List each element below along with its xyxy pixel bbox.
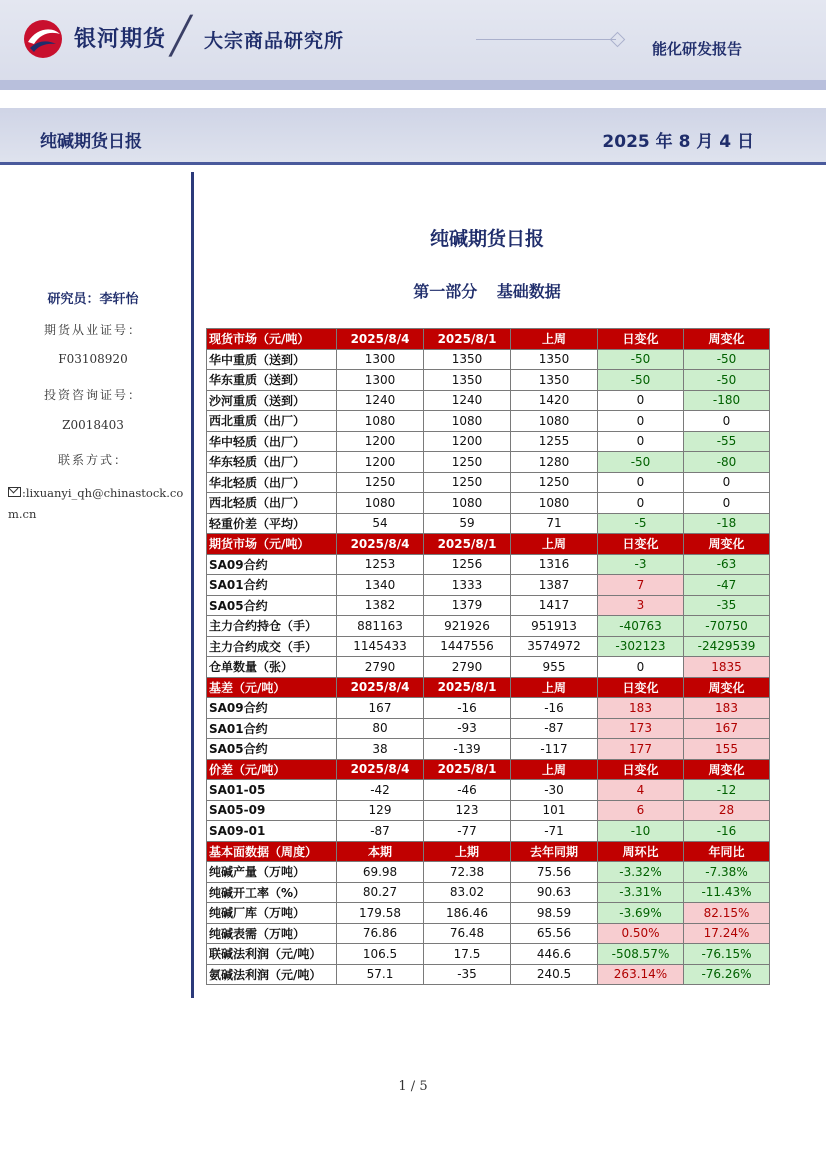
cell-value-1: 1253	[337, 554, 424, 575]
cell-change-1: 183	[598, 698, 684, 719]
cell-change-2: -35	[684, 595, 770, 616]
header-cell-change-2: 年同比	[684, 841, 770, 862]
consult-cert-label: 投资咨询证号：	[43, 388, 142, 402]
cell-value-2: 2790	[424, 657, 511, 678]
sidebar-divider	[191, 172, 194, 998]
cell-value-1: 1145433	[337, 636, 424, 657]
cell-value-3: 1350	[511, 349, 598, 370]
cell-label: 华北轻质（出厂）	[207, 472, 337, 493]
cell-value-1: 1300	[337, 370, 424, 391]
cell-value-3: 951913	[511, 616, 598, 637]
cell-value-2: 1200	[424, 431, 511, 452]
cell-value-1: 1382	[337, 595, 424, 616]
cell-value-2: 1250	[424, 472, 511, 493]
header-cell-value-1: 2025/8/4	[337, 759, 424, 780]
cell-change-2: -70750	[684, 616, 770, 637]
header-cell-value-3: 上周	[511, 534, 598, 555]
cell-value-1: 129	[337, 800, 424, 821]
company-name: 银河期货	[74, 27, 167, 52]
cell-value-3: 1387	[511, 575, 598, 596]
cell-label: SA01-05	[207, 780, 337, 801]
section-header-row	[207, 841, 770, 862]
cell-label: 轻重价差（平均）	[207, 513, 337, 534]
table-row	[207, 575, 770, 596]
cell-label: 联碱法利润（元/吨）	[207, 944, 337, 965]
department-label: 能化研发报告	[652, 40, 743, 58]
header-cell-value-1: 2025/8/4	[337, 329, 424, 350]
cell-value-1: 1300	[337, 349, 424, 370]
cell-label: SA09-01	[207, 821, 337, 842]
cell-label: 主力合约成交（手）	[207, 636, 337, 657]
cell-change-1: -50	[598, 349, 684, 370]
cell-change-1: 6	[598, 800, 684, 821]
cell-value-2: 1250	[424, 452, 511, 473]
cell-change-2: -7.38%	[684, 862, 770, 883]
cell-label: 华中轻质（出厂）	[207, 431, 337, 452]
cell-change-1: -3.32%	[598, 862, 684, 883]
cell-change-1: 0.50%	[598, 923, 684, 944]
cell-value-1: 1080	[337, 493, 424, 514]
cell-value-2: -139	[424, 739, 511, 760]
cell-value-2: 1256	[424, 554, 511, 575]
cell-label: SA01合约	[207, 575, 337, 596]
futures-cert-label: 期货从业证号：	[43, 323, 142, 337]
cell-value-2: -77	[424, 821, 511, 842]
cell-change-2: -50	[684, 349, 770, 370]
cell-value-2: -16	[424, 698, 511, 719]
cell-label: SA09合约	[207, 698, 337, 719]
report-name: 纯碱期货日报	[40, 132, 142, 152]
header-cell-label: 期货市场（元/吨）	[207, 534, 337, 555]
cell-value-3: 101	[511, 800, 598, 821]
cell-change-2: -80	[684, 452, 770, 473]
cell-value-1: -42	[337, 780, 424, 801]
cell-change-2: -2429539	[684, 636, 770, 657]
cell-value-2: -93	[424, 718, 511, 739]
cell-value-3: 1420	[511, 390, 598, 411]
table-row	[207, 903, 770, 924]
cell-change-1: 0	[598, 431, 684, 452]
cell-label: 华中重质（送到）	[207, 349, 337, 370]
cell-label: 华东轻质（出厂）	[207, 452, 337, 473]
table-row	[207, 780, 770, 801]
cell-value-1: 1080	[337, 411, 424, 432]
header-cell-value-1: 2025/8/4	[337, 677, 424, 698]
table-row	[207, 718, 770, 739]
cell-change-1: -40763	[598, 616, 684, 637]
cell-change-1: 177	[598, 739, 684, 760]
cell-value-3: 65.56	[511, 923, 598, 944]
cell-change-2: 0	[684, 472, 770, 493]
table-row	[207, 944, 770, 965]
header-cell-label: 现货市场（元/吨）	[207, 329, 337, 350]
decorative-line	[476, 39, 616, 40]
cell-value-1: 80.27	[337, 882, 424, 903]
cell-value-2: 1447556	[424, 636, 511, 657]
cell-value-3: -71	[511, 821, 598, 842]
table-row	[207, 657, 770, 678]
cell-value-3: -117	[511, 739, 598, 760]
cell-value-3: 71	[511, 513, 598, 534]
header-cell-change-2: 周变化	[684, 329, 770, 350]
cell-change-1: -50	[598, 370, 684, 391]
cell-change-2: 82.15%	[684, 903, 770, 924]
cell-value-2: 1379	[424, 595, 511, 616]
cell-change-1: 0	[598, 411, 684, 432]
cell-label: 纯碱厂库（万吨）	[207, 903, 337, 924]
cell-label: SA05合约	[207, 739, 337, 760]
contact-label: 联系方式：	[57, 453, 128, 467]
header-cell-change-1: 日变化	[598, 677, 684, 698]
cell-change-1: -3.31%	[598, 882, 684, 903]
cell-value-3: 1255	[511, 431, 598, 452]
cell-label: SA09合约	[207, 554, 337, 575]
cell-value-3: 3574972	[511, 636, 598, 657]
cell-label: 主力合约持仓（手）	[207, 616, 337, 637]
header-cell-value-3: 去年同期	[511, 841, 598, 862]
cell-change-2: -16	[684, 821, 770, 842]
cell-value-2: 1080	[424, 493, 511, 514]
cell-change-2: -18	[684, 513, 770, 534]
section-header-row	[207, 677, 770, 698]
consult-cert-value: Z0018403	[62, 418, 124, 432]
table-row	[207, 964, 770, 985]
cell-change-1: -3.69%	[598, 903, 684, 924]
cell-value-2: 72.38	[424, 862, 511, 883]
table-row	[207, 452, 770, 473]
cell-value-2: 59	[424, 513, 511, 534]
cell-label: 沙河重质（送到）	[207, 390, 337, 411]
cell-change-2: 28	[684, 800, 770, 821]
cell-value-2: 1333	[424, 575, 511, 596]
cell-change-1: -5	[598, 513, 684, 534]
cell-value-2: -46	[424, 780, 511, 801]
cell-change-1: -3	[598, 554, 684, 575]
cell-change-2: 155	[684, 739, 770, 760]
header-cell-change-2: 周变化	[684, 759, 770, 780]
cell-value-1: 167	[337, 698, 424, 719]
report-date: 2025 年 8 月 4 日	[602, 132, 754, 152]
section-header-row	[207, 759, 770, 780]
cell-label: 仓单数量（张）	[207, 657, 337, 678]
cell-change-1: -302123	[598, 636, 684, 657]
table-row	[207, 862, 770, 883]
cell-value-1: -87	[337, 821, 424, 842]
cell-change-2: 1835	[684, 657, 770, 678]
header-cell-change-2: 周变化	[684, 534, 770, 555]
cell-change-1: -508.57%	[598, 944, 684, 965]
table-row	[207, 923, 770, 944]
header-cell-change-2: 周变化	[684, 677, 770, 698]
cell-value-1: 54	[337, 513, 424, 534]
cell-value-1: 106.5	[337, 944, 424, 965]
table-row	[207, 821, 770, 842]
cell-change-1: 0	[598, 472, 684, 493]
cell-change-1: 7	[598, 575, 684, 596]
header-cell-change-1: 日变化	[598, 759, 684, 780]
cell-label: 西北重质（出厂）	[207, 411, 337, 432]
header-cell-change-1: 日变化	[598, 534, 684, 555]
header-stripe	[0, 80, 826, 90]
cell-change-2: 167	[684, 718, 770, 739]
cell-label: 氨碱法利润（元/吨）	[207, 964, 337, 985]
table-row	[207, 800, 770, 821]
cell-value-2: 921926	[424, 616, 511, 637]
header-cell-label: 基本面数据（周度）	[207, 841, 337, 862]
mail-icon	[8, 487, 21, 497]
cell-value-2: 123	[424, 800, 511, 821]
cell-value-3: 1080	[511, 493, 598, 514]
main-title: 纯碱期货日报	[429, 228, 544, 250]
cell-value-1: 1340	[337, 575, 424, 596]
cell-value-2: 1350	[424, 370, 511, 391]
table-row	[207, 472, 770, 493]
cell-value-1: 38	[337, 739, 424, 760]
table-row	[207, 616, 770, 637]
header-cell-value-2: 2025/8/1	[424, 534, 511, 555]
cell-value-3: 1250	[511, 472, 598, 493]
cell-change-1: 0	[598, 657, 684, 678]
cell-value-3: -87	[511, 718, 598, 739]
cell-value-1: 2790	[337, 657, 424, 678]
cell-value-2: 83.02	[424, 882, 511, 903]
header-cell-value-3: 上周	[511, 677, 598, 698]
page-number: 1 / 5	[398, 1079, 428, 1094]
cell-value-3: 1280	[511, 452, 598, 473]
table-row	[207, 636, 770, 657]
cell-change-2: 183	[684, 698, 770, 719]
section-header-row	[207, 534, 770, 555]
cell-value-3: 1080	[511, 411, 598, 432]
cell-change-2: 0	[684, 411, 770, 432]
section-header-row	[207, 329, 770, 350]
cell-value-1: 179.58	[337, 903, 424, 924]
cell-value-3: 240.5	[511, 964, 598, 985]
header-cell-value-1: 本期	[337, 841, 424, 862]
cell-value-3: 446.6	[511, 944, 598, 965]
cell-change-1: 173	[598, 718, 684, 739]
cell-change-1: 0	[598, 390, 684, 411]
email-text[interactable]: :lixuanyi_qh@chinastock.com.cn	[8, 486, 184, 521]
data-table	[206, 328, 770, 985]
cell-change-2: 0	[684, 493, 770, 514]
table-row	[207, 411, 770, 432]
cell-value-1: 1200	[337, 431, 424, 452]
cell-value-2: 1080	[424, 411, 511, 432]
logo-divider: ╱	[170, 16, 192, 57]
header-cell-value-1: 2025/8/4	[337, 534, 424, 555]
cell-change-1: 0	[598, 493, 684, 514]
header-cell-value-2: 2025/8/1	[424, 329, 511, 350]
futures-cert-value: F03108920	[58, 352, 128, 366]
cell-change-2: -12	[684, 780, 770, 801]
cell-change-2: -47	[684, 575, 770, 596]
cell-change-1: 263.14%	[598, 964, 684, 985]
table-row	[207, 882, 770, 903]
cell-change-1: -10	[598, 821, 684, 842]
table-row	[207, 595, 770, 616]
cell-change-2: -63	[684, 554, 770, 575]
cell-value-1: 76.86	[337, 923, 424, 944]
institute-name: 大宗商品研究所	[204, 30, 345, 52]
header-cell-label: 基差（元/吨）	[207, 677, 337, 698]
galaxy-logo-icon	[22, 18, 64, 60]
contact-email[interactable]	[8, 483, 188, 525]
header-cell-label: 价差（元/吨）	[207, 759, 337, 780]
cell-value-2: -35	[424, 964, 511, 985]
cell-label: SA05合约	[207, 595, 337, 616]
section-title: 第一部分 基础数据	[413, 282, 561, 301]
cell-value-2: 76.48	[424, 923, 511, 944]
cell-value-1: 1200	[337, 452, 424, 473]
cell-value-3: -16	[511, 698, 598, 719]
cell-change-1: 3	[598, 595, 684, 616]
cell-value-1: 881163	[337, 616, 424, 637]
cell-change-1: 4	[598, 780, 684, 801]
cell-value-3: 1417	[511, 595, 598, 616]
cell-change-2: -76.15%	[684, 944, 770, 965]
cell-value-3: -30	[511, 780, 598, 801]
cell-label: 纯碱表需（万吨）	[207, 923, 337, 944]
header-cell-value-2: 上期	[424, 841, 511, 862]
cell-value-3: 1316	[511, 554, 598, 575]
cell-change-2: -180	[684, 390, 770, 411]
cell-value-2: 1350	[424, 349, 511, 370]
table-row	[207, 349, 770, 370]
header-cell-change-1: 周环比	[598, 841, 684, 862]
cell-value-1: 80	[337, 718, 424, 739]
cell-label: 纯碱开工率（%）	[207, 882, 337, 903]
title-band-line	[0, 162, 826, 165]
header-cell-value-3: 上周	[511, 329, 598, 350]
cell-value-3: 75.56	[511, 862, 598, 883]
table-row	[207, 513, 770, 534]
cell-label: 纯碱产量（万吨）	[207, 862, 337, 883]
header-cell-value-2: 2025/8/1	[424, 677, 511, 698]
cell-label: SA05-09	[207, 800, 337, 821]
cell-value-3: 90.63	[511, 882, 598, 903]
cell-change-2: -55	[684, 431, 770, 452]
cell-value-3: 955	[511, 657, 598, 678]
cell-change-2: 17.24%	[684, 923, 770, 944]
cell-label: SA01合约	[207, 718, 337, 739]
cell-change-1: -50	[598, 452, 684, 473]
cell-value-2: 1240	[424, 390, 511, 411]
table-row	[207, 493, 770, 514]
table-row	[207, 370, 770, 391]
table-row	[207, 554, 770, 575]
cell-change-2: -76.26%	[684, 964, 770, 985]
cell-change-2: -50	[684, 370, 770, 391]
cell-value-2: 186.46	[424, 903, 511, 924]
cell-value-1: 69.98	[337, 862, 424, 883]
cell-value-1: 57.1	[337, 964, 424, 985]
researcher-name: 研究员：李轩怡	[47, 292, 139, 307]
header-cell-value-2: 2025/8/1	[424, 759, 511, 780]
cell-label: 华东重质（送到）	[207, 370, 337, 391]
table-row	[207, 390, 770, 411]
cell-value-3: 98.59	[511, 903, 598, 924]
table-row	[207, 431, 770, 452]
cell-value-2: 17.5	[424, 944, 511, 965]
header-cell-change-1: 日变化	[598, 329, 684, 350]
cell-value-3: 1350	[511, 370, 598, 391]
cell-label: 西北轻质（出厂）	[207, 493, 337, 514]
header-cell-value-3: 上周	[511, 759, 598, 780]
table-row	[207, 739, 770, 760]
table-row	[207, 698, 770, 719]
cell-value-1: 1240	[337, 390, 424, 411]
cell-change-2: -11.43%	[684, 882, 770, 903]
cell-value-1: 1250	[337, 472, 424, 493]
